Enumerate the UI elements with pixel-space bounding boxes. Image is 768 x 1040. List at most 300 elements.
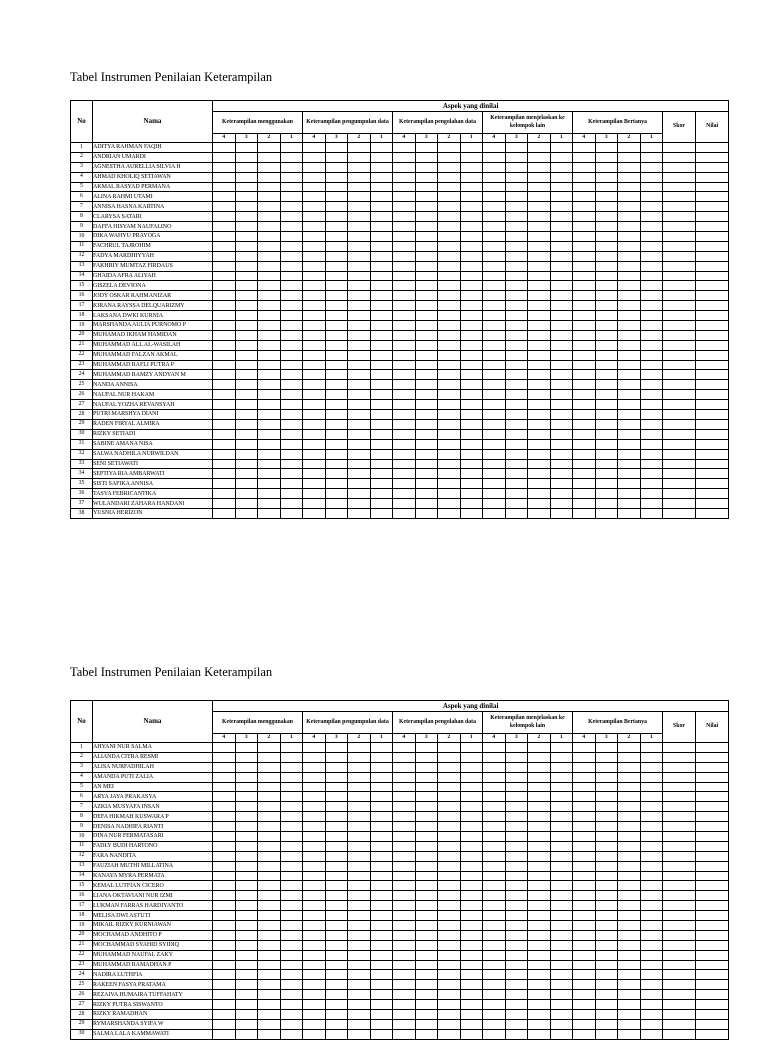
score-cell (213, 212, 236, 222)
score-cell (483, 861, 506, 871)
score-cell (663, 752, 696, 762)
score-cell (573, 232, 596, 242)
score-cell (663, 508, 696, 518)
score-header: 4 (303, 734, 326, 743)
score-cell (550, 459, 573, 469)
score-cell (348, 940, 371, 950)
score-cell (280, 1029, 303, 1039)
score-cell (325, 212, 348, 222)
score-cell (640, 479, 663, 489)
score-cell (573, 489, 596, 499)
score-cell (438, 499, 461, 509)
score-cell (438, 871, 461, 881)
score-cell (640, 400, 663, 410)
score-cell (663, 271, 696, 281)
score-cell (595, 921, 618, 931)
score-cell (235, 930, 258, 940)
score-cell (618, 301, 641, 311)
score-cell (438, 261, 461, 271)
score-cell (213, 881, 236, 891)
score-cell (640, 330, 663, 340)
score-cell (415, 400, 438, 410)
score-cell (280, 330, 303, 340)
student-row (71, 301, 729, 311)
score-cell (483, 1010, 506, 1020)
student-row (71, 911, 729, 921)
score-cell (595, 449, 618, 459)
score-cell (505, 340, 528, 350)
score-cell (348, 960, 371, 970)
row-number: 2 (71, 152, 93, 162)
score-cell (348, 281, 371, 291)
student-row (71, 1029, 729, 1039)
student-row (71, 439, 729, 449)
score-cell (663, 940, 696, 950)
score-cell (415, 1010, 438, 1020)
score-cell (460, 400, 483, 410)
score-cell (505, 232, 528, 242)
score-cell (213, 182, 236, 192)
score-cell (438, 921, 461, 931)
score-cell (325, 891, 348, 901)
score-cell (505, 281, 528, 291)
score-cell (595, 950, 618, 960)
score-cell (550, 182, 573, 192)
score-cell (325, 202, 348, 212)
score-cell (235, 202, 258, 212)
score-cell (393, 380, 416, 390)
criteria-header: Keterampilan pengumpulan data (303, 112, 393, 134)
score-cell (696, 212, 729, 222)
score-cell (460, 271, 483, 281)
score-cell (438, 370, 461, 380)
score-cell (573, 1029, 596, 1039)
score-cell (640, 202, 663, 212)
score-cell (348, 291, 371, 301)
score-cell (696, 370, 729, 380)
score-cell (696, 762, 729, 772)
score-cell (235, 271, 258, 281)
score-cell (370, 182, 393, 192)
score-cell (415, 370, 438, 380)
score-cell (505, 822, 528, 832)
score-cell (348, 251, 371, 261)
score-cell (213, 1000, 236, 1010)
score-cell (258, 360, 281, 370)
score-cell (258, 841, 281, 851)
score-cell (663, 861, 696, 871)
score-cell (415, 980, 438, 990)
score-cell (438, 782, 461, 792)
score-cell (550, 832, 573, 842)
student-name: TASYA FEBRICANTIKA (93, 489, 213, 499)
student-name: NANDA ANNISA (93, 380, 213, 390)
score-cell (258, 479, 281, 489)
score-cell (550, 400, 573, 410)
score-cell (348, 499, 371, 509)
score-cell (595, 172, 618, 182)
score-cell (460, 792, 483, 802)
score-cell (213, 459, 236, 469)
score-cell (415, 291, 438, 301)
row-number: 15 (71, 881, 93, 891)
score-cell (438, 172, 461, 182)
score-cell (325, 743, 348, 753)
score-cell (640, 449, 663, 459)
student-row (71, 1000, 729, 1010)
score-cell (438, 508, 461, 518)
score-cell (370, 212, 393, 222)
score-cell (280, 980, 303, 990)
score-cell (415, 271, 438, 281)
no-header: No (71, 701, 93, 743)
score-header: 1 (550, 734, 573, 743)
student-name: CLARYSA SATARI (93, 212, 213, 222)
score-cell (325, 812, 348, 822)
score-header: 3 (235, 134, 258, 143)
score-cell (640, 410, 663, 420)
grid (70, 700, 729, 1040)
score-cell (573, 439, 596, 449)
student-row (71, 469, 729, 479)
student-name: ALISA NURFADHILAH (93, 762, 213, 772)
score-cell (213, 400, 236, 410)
student-name: RADEN FIRYAL ALMIRA (93, 419, 213, 429)
score-cell (460, 222, 483, 232)
row-number: 19 (71, 921, 93, 931)
score-cell (280, 340, 303, 350)
student-name: ALIANDA CITRA RESMI (93, 752, 213, 762)
score-cell (235, 429, 258, 439)
score-cell (258, 261, 281, 271)
score-cell (348, 410, 371, 420)
score-cell (505, 380, 528, 390)
nama-header: Nama (93, 701, 213, 743)
score-cell (483, 1019, 506, 1029)
score-header: 3 (415, 134, 438, 143)
score-cell (483, 851, 506, 861)
student-row (71, 871, 729, 881)
score-cell (370, 802, 393, 812)
score-cell (550, 479, 573, 489)
score-cell (618, 851, 641, 861)
score-cell (325, 499, 348, 509)
score-cell (550, 1029, 573, 1039)
score-cell (618, 822, 641, 832)
score-cell (213, 930, 236, 940)
score-cell (258, 172, 281, 182)
score-cell (438, 350, 461, 360)
score-cell (505, 330, 528, 340)
score-cell (415, 743, 438, 753)
score-cell (438, 479, 461, 489)
student-row (71, 832, 729, 842)
score-cell (483, 449, 506, 459)
score-cell (595, 162, 618, 172)
score-cell (696, 901, 729, 911)
score-cell (258, 390, 281, 400)
score-cell (370, 360, 393, 370)
score-cell (595, 192, 618, 202)
score-cell (235, 1000, 258, 1010)
score-cell (640, 508, 663, 518)
row-number: 36 (71, 489, 93, 499)
score-cell (618, 762, 641, 772)
score-cell (528, 980, 551, 990)
score-cell (348, 752, 371, 762)
score-cell (595, 251, 618, 261)
score-cell (573, 772, 596, 782)
score-cell (460, 311, 483, 321)
score-cell (663, 232, 696, 242)
score-cell (303, 822, 326, 832)
score-cell (505, 261, 528, 271)
score-cell (235, 321, 258, 331)
score-cell (573, 350, 596, 360)
score-cell (663, 350, 696, 360)
criteria-header: Keterampilan pengolahan data (393, 112, 483, 134)
score-cell (235, 508, 258, 518)
score-header: 4 (213, 134, 236, 143)
score-cell (235, 812, 258, 822)
score-cell (393, 459, 416, 469)
score-cell (505, 152, 528, 162)
score-cell (505, 1010, 528, 1020)
score-cell (460, 232, 483, 242)
score-cell (325, 251, 348, 261)
student-row (71, 960, 729, 970)
score-cell (415, 261, 438, 271)
score-cell (595, 1029, 618, 1039)
score-cell (370, 380, 393, 390)
score-cell (528, 449, 551, 459)
score-cell (348, 1019, 371, 1029)
score-cell (213, 489, 236, 499)
score-cell (213, 832, 236, 842)
score-cell (595, 350, 618, 360)
score-cell (696, 459, 729, 469)
student-row (71, 822, 729, 832)
score-cell (483, 469, 506, 479)
score-cell (640, 439, 663, 449)
score-cell (696, 202, 729, 212)
score-cell (325, 459, 348, 469)
score-cell (663, 792, 696, 802)
score-cell (370, 449, 393, 459)
score-cell (483, 990, 506, 1000)
score-cell (303, 410, 326, 420)
score-cell (370, 743, 393, 753)
score-cell (348, 360, 371, 370)
score-cell (528, 459, 551, 469)
score-cell (573, 152, 596, 162)
score-cell (550, 812, 573, 822)
score-cell (550, 469, 573, 479)
row-number: 28 (71, 410, 93, 420)
score-cell (438, 439, 461, 449)
score-cell (460, 881, 483, 891)
score-cell (370, 812, 393, 822)
score-cell (663, 192, 696, 202)
score-cell (393, 291, 416, 301)
score-cell (303, 970, 326, 980)
score-cell (528, 271, 551, 281)
score-cell (640, 832, 663, 842)
score-cell (505, 410, 528, 420)
score-cell (303, 782, 326, 792)
score-cell (325, 370, 348, 380)
student-row (71, 340, 729, 350)
score-cell (235, 802, 258, 812)
score-cell (595, 429, 618, 439)
score-cell (213, 390, 236, 400)
score-cell (460, 921, 483, 931)
score-cell (303, 212, 326, 222)
row-number: 1 (71, 143, 93, 153)
score-cell (415, 489, 438, 499)
score-cell (640, 960, 663, 970)
score-cell (663, 762, 696, 772)
row-number: 17 (71, 901, 93, 911)
score-cell (438, 861, 461, 871)
score-cell (303, 380, 326, 390)
score-cell (640, 281, 663, 291)
score-cell (640, 980, 663, 990)
score-header: 3 (595, 134, 618, 143)
score-cell (595, 772, 618, 782)
score-cell (618, 330, 641, 340)
score-cell (258, 202, 281, 212)
score-cell (370, 202, 393, 212)
score-cell (573, 950, 596, 960)
score-cell (505, 1000, 528, 1010)
score-cell (415, 970, 438, 980)
score-cell (303, 400, 326, 410)
score-cell (505, 222, 528, 232)
score-cell (258, 802, 281, 812)
row-number: 13 (71, 861, 93, 871)
score-cell (528, 822, 551, 832)
score-cell (573, 901, 596, 911)
score-cell (370, 340, 393, 350)
score-cell (348, 921, 371, 931)
score-cell (280, 752, 303, 762)
score-cell (393, 330, 416, 340)
score-cell (618, 802, 641, 812)
score-cell (348, 301, 371, 311)
score-cell (528, 871, 551, 881)
score-cell (280, 802, 303, 812)
score-cell (370, 489, 393, 499)
score-cell (640, 261, 663, 271)
score-cell (460, 370, 483, 380)
score-cell (415, 390, 438, 400)
score-cell (393, 301, 416, 311)
score-cell (550, 508, 573, 518)
score-cell (235, 469, 258, 479)
score-cell (483, 400, 506, 410)
score-cell (213, 172, 236, 182)
student-row (71, 881, 729, 891)
score-cell (595, 970, 618, 980)
score-cell (393, 449, 416, 459)
score-cell (303, 881, 326, 891)
score-cell (595, 1000, 618, 1010)
score-cell (258, 439, 281, 449)
score-header: 3 (235, 734, 258, 743)
row-number: 18 (71, 911, 93, 921)
score-cell (303, 832, 326, 842)
score-cell (393, 921, 416, 931)
score-cell (640, 851, 663, 861)
student-name: ANNISA HASNA KARTINA (93, 202, 213, 212)
score-cell (663, 370, 696, 380)
score-cell (573, 162, 596, 172)
score-cell (618, 1019, 641, 1029)
row-number: 16 (71, 891, 93, 901)
score-cell (663, 291, 696, 301)
score-cell (258, 901, 281, 911)
score-cell (348, 172, 371, 182)
score-cell (213, 192, 236, 202)
score-cell (618, 281, 641, 291)
score-cell (325, 291, 348, 301)
score-cell (505, 241, 528, 251)
score-cell (640, 360, 663, 370)
score-cell (393, 901, 416, 911)
score-cell (483, 832, 506, 842)
score-cell (415, 990, 438, 1000)
score-cell (370, 241, 393, 251)
score-cell (696, 950, 729, 960)
score-cell (370, 469, 393, 479)
score-cell (235, 489, 258, 499)
score-cell (415, 152, 438, 162)
score-cell (618, 469, 641, 479)
score-cell (348, 832, 371, 842)
score-cell (325, 380, 348, 390)
score-cell (640, 812, 663, 822)
score-cell (528, 950, 551, 960)
score-cell (550, 439, 573, 449)
score-cell (696, 271, 729, 281)
score-cell (595, 822, 618, 832)
score-cell (348, 469, 371, 479)
score-cell (696, 340, 729, 350)
score-cell (460, 901, 483, 911)
score-cell (393, 822, 416, 832)
score-cell (573, 291, 596, 301)
score-cell (595, 212, 618, 222)
score-cell (618, 261, 641, 271)
score-cell (573, 851, 596, 861)
score-cell (640, 901, 663, 911)
score-cell (696, 841, 729, 851)
row-number: 22 (71, 350, 93, 360)
score-cell (550, 802, 573, 812)
score-cell (663, 841, 696, 851)
score-cell (258, 222, 281, 232)
row-number: 29 (71, 1019, 93, 1029)
score-cell (348, 271, 371, 281)
score-cell (528, 152, 551, 162)
score-cell (696, 321, 729, 331)
score-cell (325, 479, 348, 489)
score-cell (595, 499, 618, 509)
score-cell (393, 802, 416, 812)
score-cell (505, 370, 528, 380)
row-number: 25 (71, 980, 93, 990)
